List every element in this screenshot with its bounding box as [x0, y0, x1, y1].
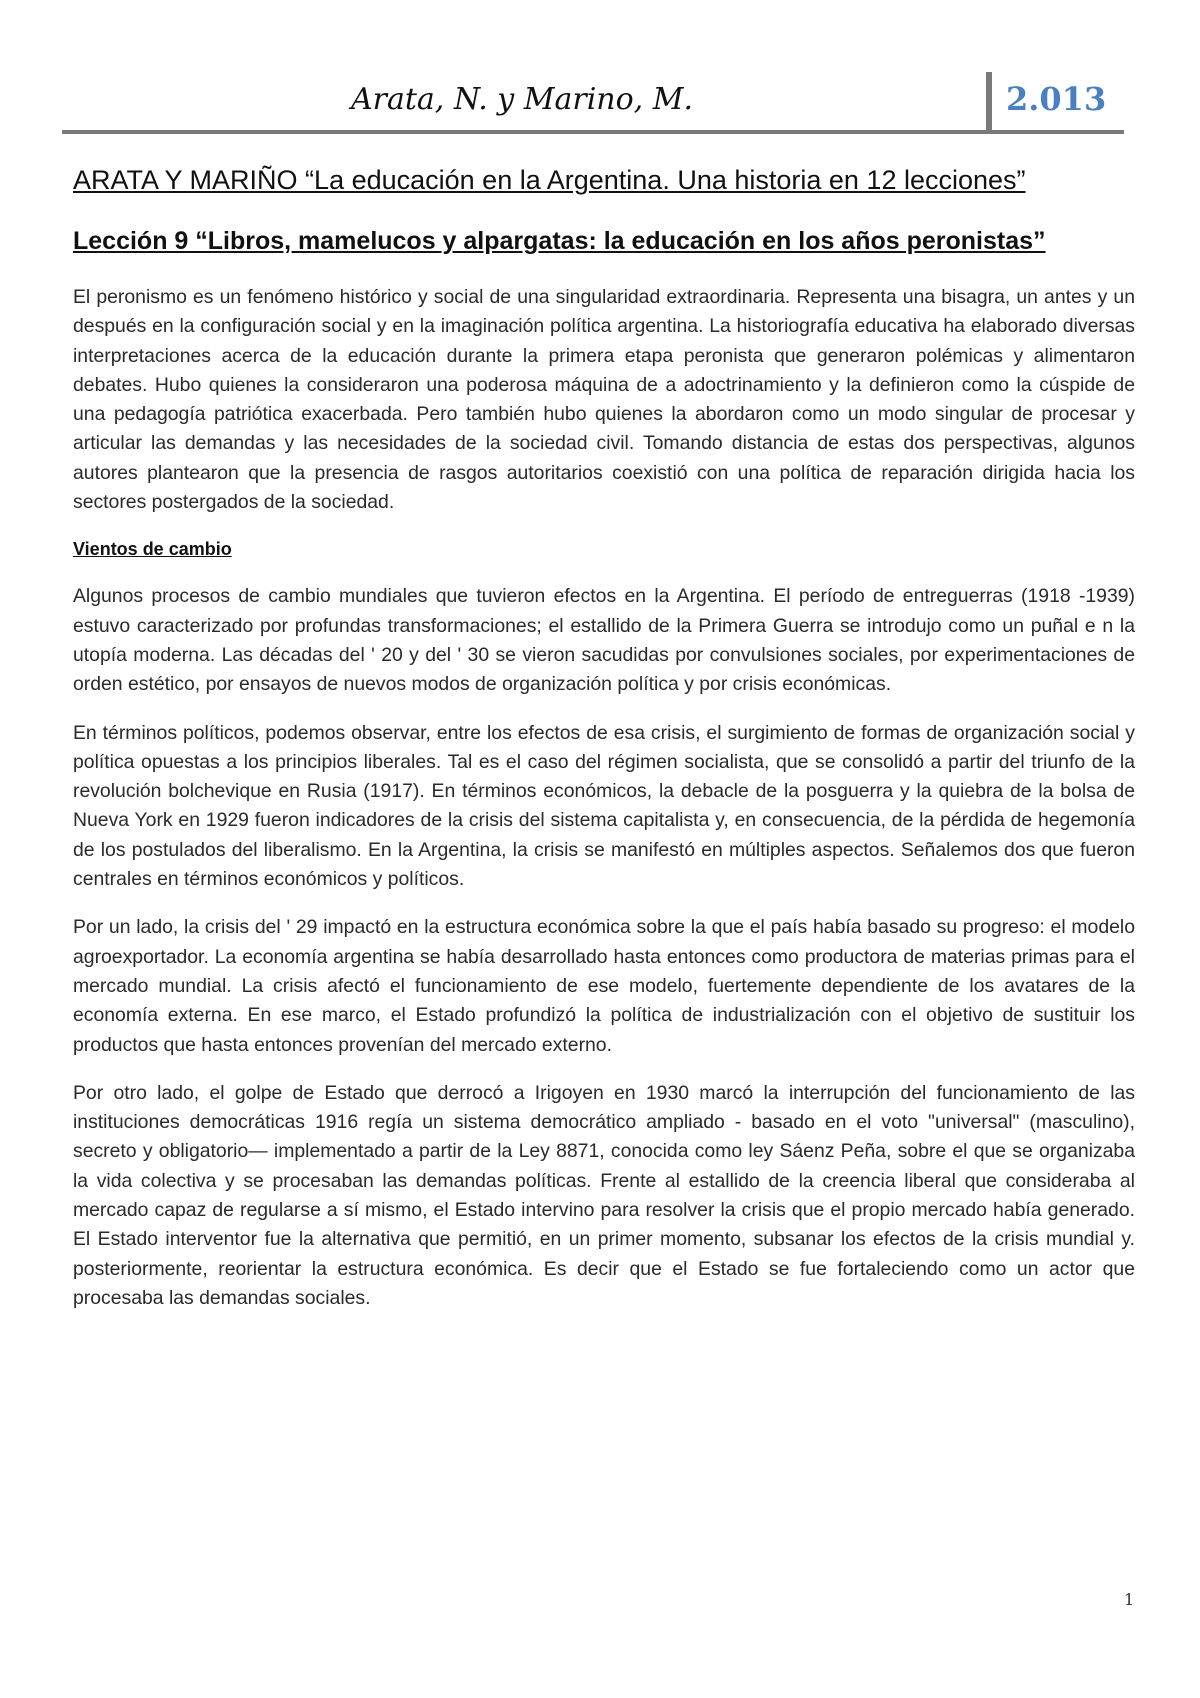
intro-paragraph: El peronismo es un fenómeno histórico y social de una singularidad extraordinaria. Representa una bisagra, un antes y un después en la configuración social y en la imaginación política argentina. La historiografía educativa ha elaborado diversas interpretaciones acerca de la educación durante la primera etapa peronista que generaron polémicas y alimentaron debates. Hubo quienes la consideraron una poderosa máquina de a adoctrinamiento y la definieron como la cúspide de una pedagogía patriótica exacerbada. Pero también hubo quienes la abordaron como un modo singular de procesar y articular las demandas y las necesidades de la sociedad civil. Tomando distancia de estas dos perspectivas, algunos autores plantearon que la presencia de rasgos autoritarios coexistió con una política de reparación dirigida hacia los sectores postergados de la sociedad.	[73, 286, 1135, 514]
page-number: 1	[1124, 1590, 1135, 1609]
header-rule	[62, 130, 1124, 134]
body-paragraph: Por un lado, la crisis del ' 29 impactó en la estructura económica sobre la que el país había basado su progreso: el modelo agroexportador. La economía argentina se había desarrollado hasta entonces como productora de materias primas para el mercado mundial. La crisis afectó el funcionamiento de ese modelo, fuertemente dependiente de los avatares de la economía externa. En ese marco, el Estado profundizó la política de industrialización con el objetivo de sustituir los productos que hasta entonces provenían del mercado externo.	[73, 916, 1135, 1056]
body-paragraph: En términos políticos, podemos observar, entre los efectos de esa crisis, el surgimiento de formas de organización social y política opuestas a los principios liberales. Tal es el caso del régimen socialista, que se consolidó a partir del triunfo de la revolución bolchevique en Rusia (1917). En términos económicos, la debacle de la posguerra y la quiebra de la bolsa de Nueva York en 1929 fueron indicadores de la crisis del sistema capitalista y, en consecuencia, de la pérdida de hegemonía de los postulados del liberalismo. En la Argentina, la crisis se manifestó en múltiples aspectos. Señalemos dos que fueron centrales en términos económicos y políticos.	[73, 721, 1135, 891]
section-title: Vientos de cambio	[73, 539, 232, 560]
header-year: 2.013	[1006, 80, 1107, 118]
page-header	[62, 64, 1124, 134]
header-divider	[986, 72, 992, 130]
document-title: ARATA Y MARIÑO “La educación en la Argentina. Una historia en 12 lecciones”	[73, 165, 1026, 195]
body-paragraph: Algunos procesos de cambio mundiales que tuvieron efectos en la Argentina. El período de entreguerras (1918 -1939) estuvo caracterizado por profundas transformaciones; el estallido de la Primera Guerra se introdujo como un puñal e n la utopía moderna. Las décadas del ' 20 y del ' 30 se vieron sacudidas por convulsiones sociales, por experimentaciones de orden estético, por ensayos de nuevos modos de organización política y por crisis económicas.	[73, 585, 1135, 696]
document-body	[73, 163, 1135, 1332]
lesson-title: Lección 9 “Libros, mamelucos y alpargatas: la educación en los años peronistas”	[73, 227, 1046, 255]
body-paragraph: Por otro lado, el golpe de Estado que derrocó a Irigoyen en 1930 marcó la interrupción del funcionamiento de las instituciones democráticas 1916 regía un sistema democrático ampliado - basado en el voto "universal" (masculino), secreto y obligatorio— implementado a partir de la Ley 8871, conocida como ley Sáenz Peña, sobre el que se organizaba la vida colectiva y se procesaban las demandas políticas. Frente al estallido de la creencia liberal que consideraba al mercado capaz de regularse a sí mismo, el Estado intervino para resolver la crisis que el propio mercado había generado. El Estado interventor fue la alternativa que permitió, en un primer momento, subsanar los efectos de la crisis mundial y. posteriormente, reorientar la estructura económica. Es decir que el Estado se fue fortaleciendo como un actor que procesaba las demandas sociales.	[73, 1081, 1135, 1309]
header-author: Arata, N. y Marino, M.	[350, 82, 694, 117]
